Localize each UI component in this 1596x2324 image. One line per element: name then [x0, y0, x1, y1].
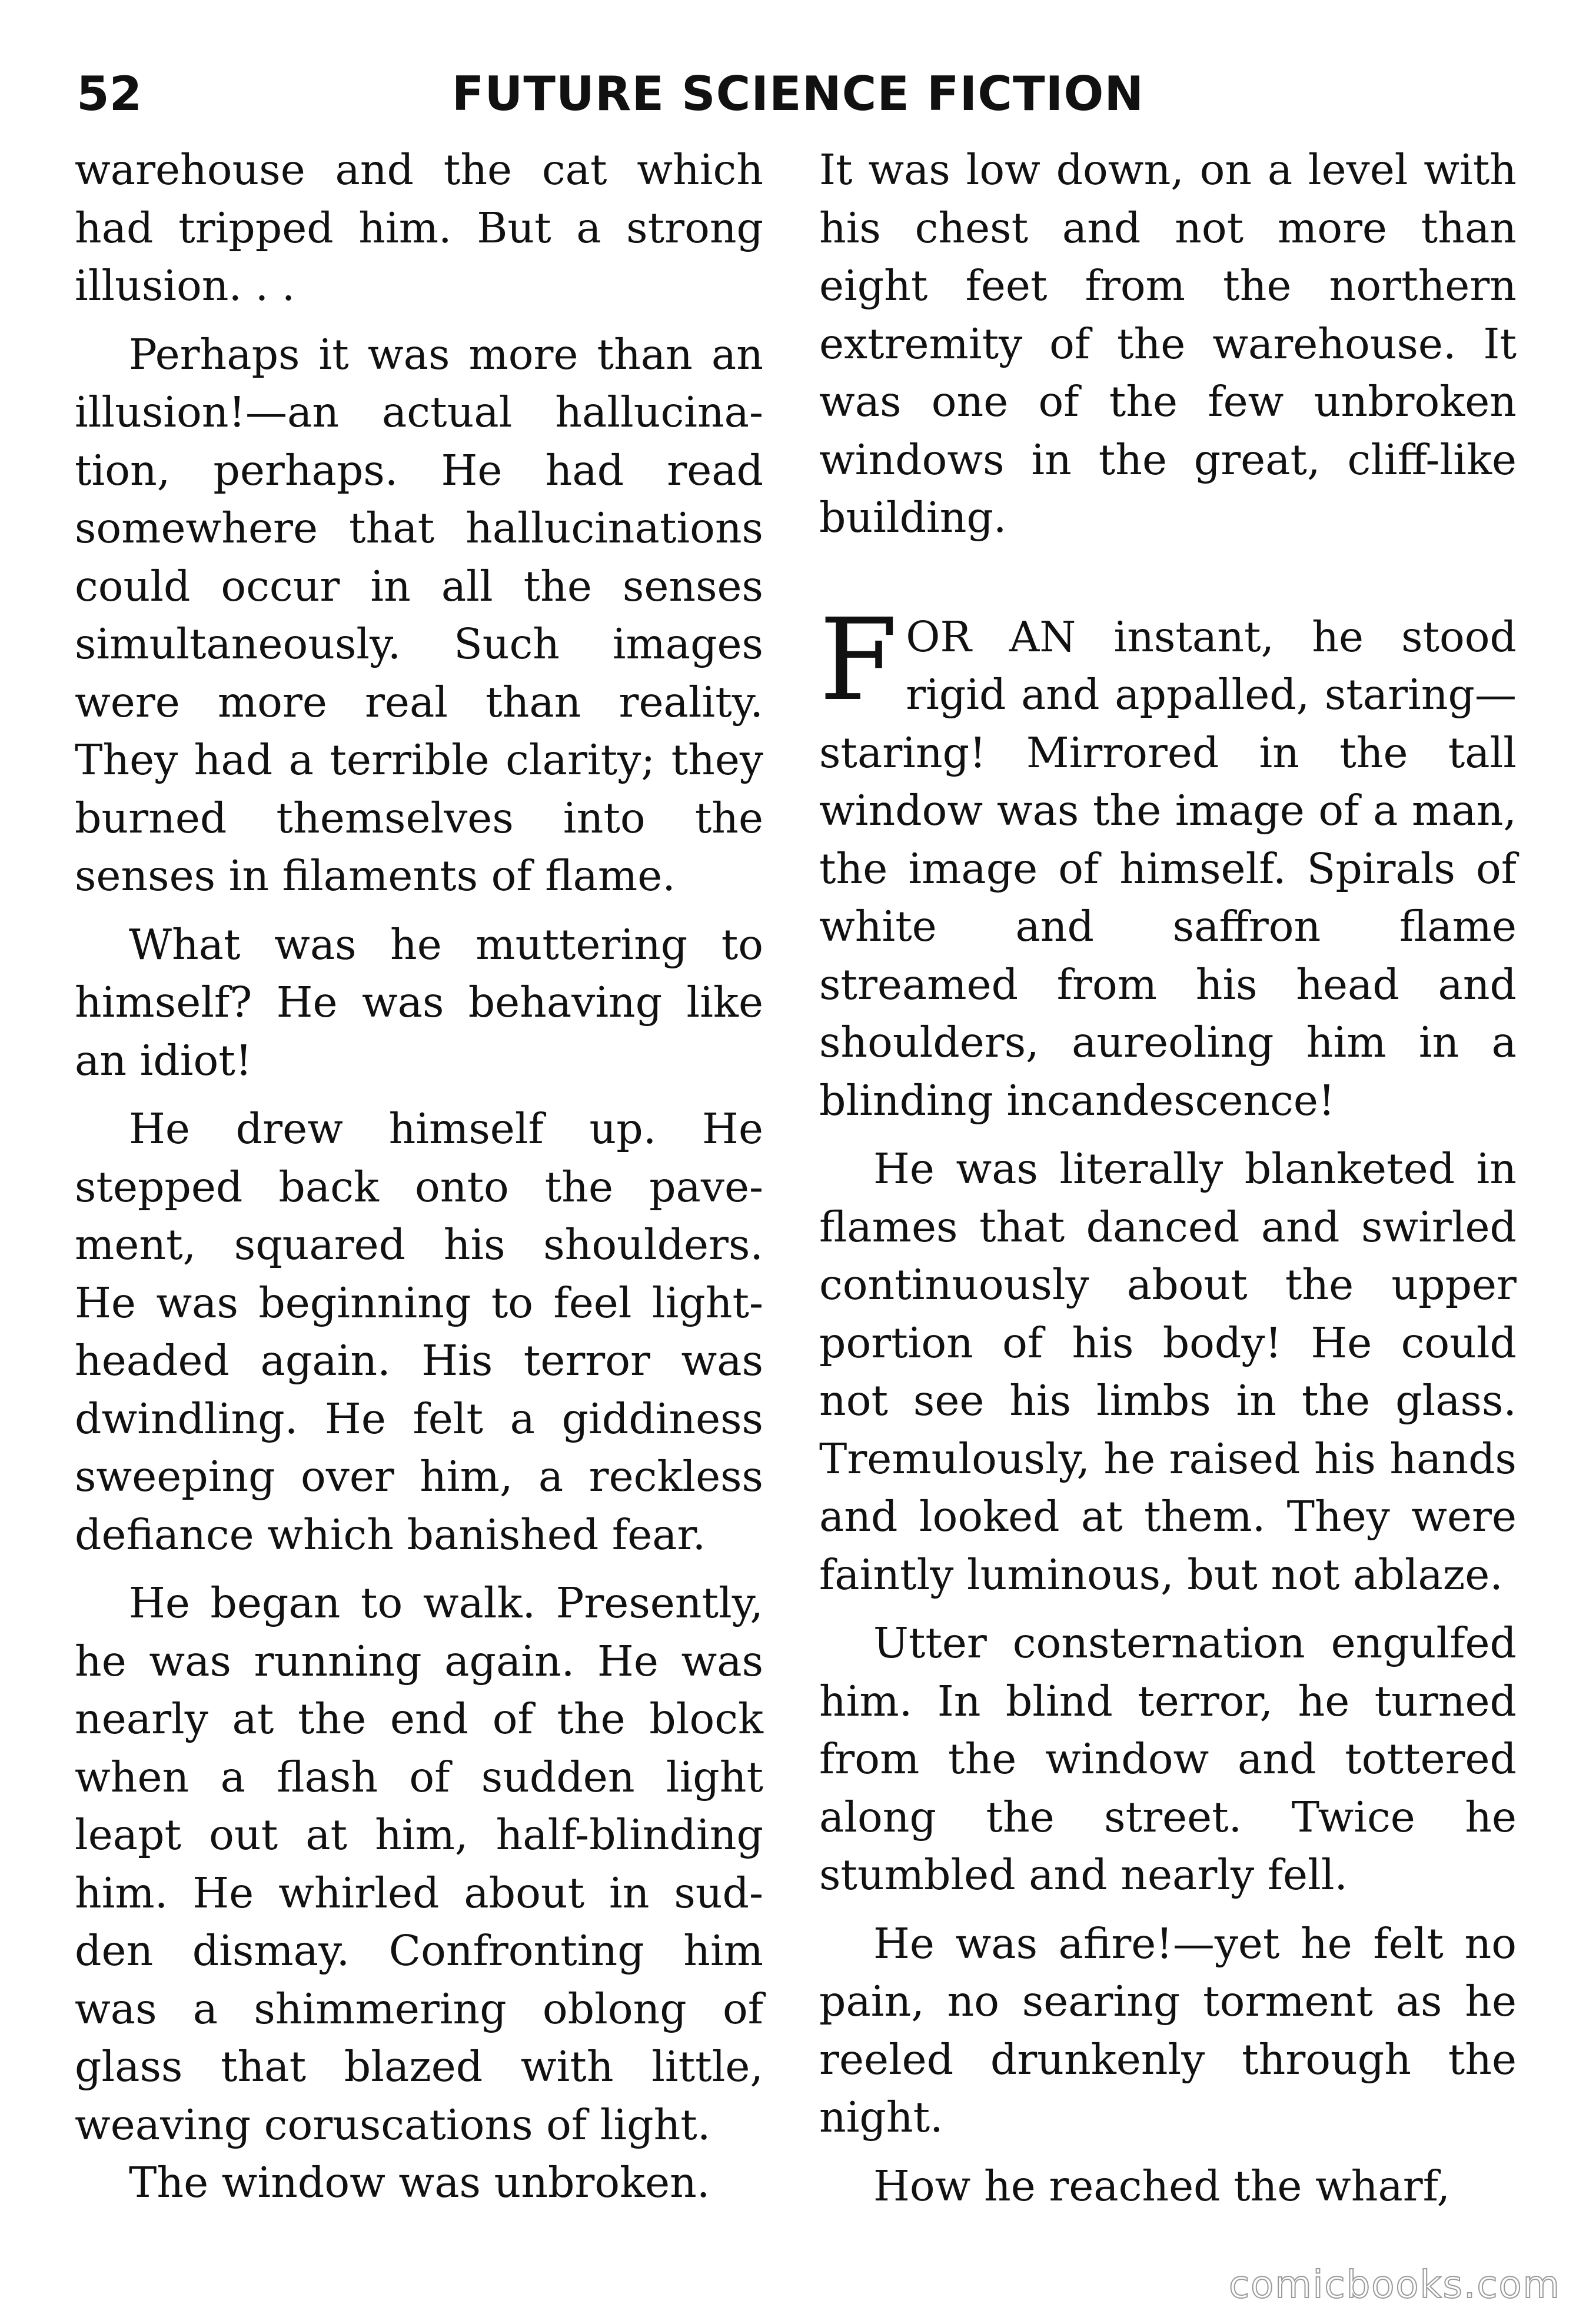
left-column — [75, 141, 763, 2212]
paragraph: He drew himself up. He stepped back onto the pavement, squared his shoulders. He was beginning to feel lightheaded again. His terror was dwindling. He felt a giddiness sweeping over him, a reckless defiance which banished fear. — [75, 1104, 763, 1559]
section-opening-paragraph — [819, 594, 1517, 1130]
paragraph: He was literally blanketed in flames that danced and swirled continuously about the upper portion of his body! He could not see his limbs in the glass. Tremulously, he raised his hands and looked at them. They were faintly luminous, but not ablaze. — [819, 1144, 1517, 1599]
running-head: FUTURE SCIENCE FICTION — [451, 66, 1145, 121]
drop-cap: F — [819, 594, 898, 726]
page-number: 52 — [77, 66, 142, 121]
paragraph: Utter consternation engulfed him. In blind terror, he turned from the window and tottered along the street. Twice he stumbled and nearly fell. — [819, 1619, 1517, 1899]
paragraph: How he reached the wharf, — [873, 2161, 1451, 2210]
paragraph: The window was unbroken. — [129, 2158, 710, 2207]
paragraph: It was low down, on a level with his chest and not more than eight feet from the northern extremity of the warehouse. It was one of the few unbroken windows in the great, cliff-like building. — [819, 145, 1517, 542]
right-column — [819, 141, 1517, 2215]
watermark: comicbooks.com — [1228, 2263, 1561, 2307]
paragraph: warehouse and the cat which had tripped him. But a strong illusion. . . — [75, 145, 763, 310]
paragraph: What was he muttering to himself? He was behaving like an idiot! — [75, 920, 763, 1085]
paragraph: Perhaps it was more than an illusion!—an actual hallucination, perhaps. He had read somewhere that hallucinations could occur in all the senses simultaneously. Such images were more real than reality. They had a terrible clarity; they burned themselves into the senses in filaments of flame. — [75, 329, 763, 900]
drop-cap-text: OR AN instant, he stood rigid and appalled, staring—staring! Mirrored in the tall window was the image of a man, the image of himself. Spirals of white and saffron flame streamed from his head and shoulders, aureoling him in a blinding incandescence! — [819, 612, 1517, 1125]
paragraph: He was afire!—yet he felt no pain, no searing torment as he reeled drunkenly through the night. — [819, 1919, 1517, 2142]
paragraph: He began to walk. Presently, he was running again. He was nearly at the end of the block when a flash of sudden light leapt out at him, half-blinding him. He whirled about in sudden dismay. Confronting him was a shimmering oblong of glass that blazed with little, weaving coruscations of light. — [75, 1579, 763, 2149]
